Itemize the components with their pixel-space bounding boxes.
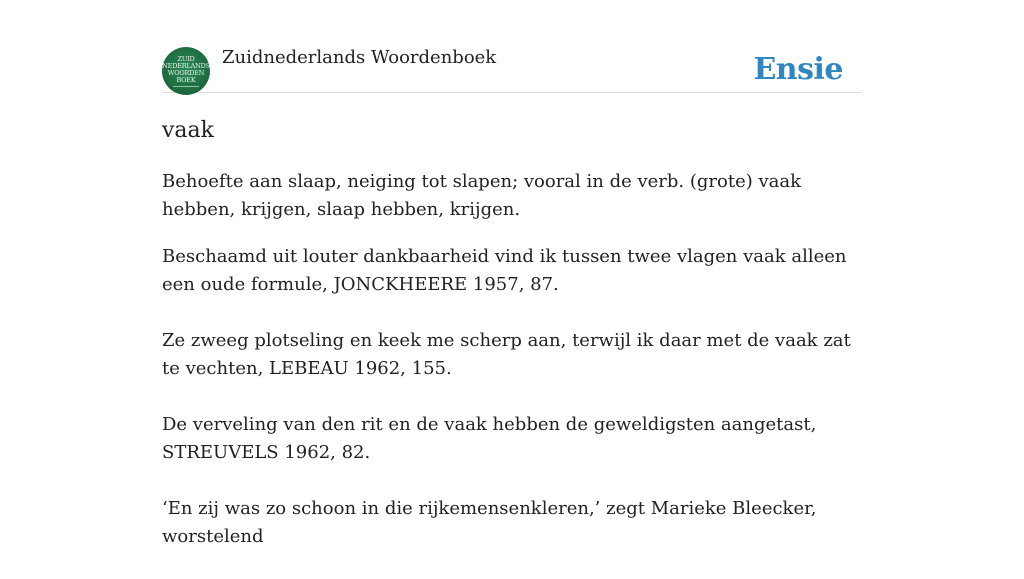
example-quote-4: ‘En zij was zo schoon in die rijkemensenkleren,’ zegt Marieke Bleecker, worstelend <box>162 498 817 547</box>
logo-line-2: NEDERLANDS <box>162 61 210 70</box>
example-quote-3: De verveling van den rit en de vaak hebben de geweldigsten aangetast, STREUVELS 1962, 82. <box>162 414 817 463</box>
logo-line-4: BOEK <box>176 75 196 84</box>
dictionary-logo[interactable] <box>162 47 210 95</box>
ensie-brand-link[interactable]: Ensie <box>753 52 843 87</box>
logo-rule <box>173 86 199 87</box>
example-quote-1: Beschaamd uit louter dankbaarheid vind ik tussen twee vlagen vaak alleen een oude formule, JONCKHEERE 1957, 87. <box>162 246 847 295</box>
logo-line-1: ZUID <box>177 54 195 63</box>
example-quote-2: Ze zweeg plotseling en keek me scherp aan, terwijl ik daar met de vaak zat te vechten, LEBEAU 1962, 155. <box>162 330 851 379</box>
entry-content <box>162 168 862 579</box>
definition: Behoefte aan slaap, neiging tot slapen; vooral in de verb. (grote) vaak hebben, krijgen, slaap hebben, krijgen. <box>162 171 802 220</box>
logo-line-3: WOORDEN <box>167 68 205 77</box>
site-header <box>162 46 862 93</box>
dictionary-title[interactable]: Zuidnederlands Woordenboek <box>222 47 497 68</box>
headword: vaak <box>162 118 214 143</box>
